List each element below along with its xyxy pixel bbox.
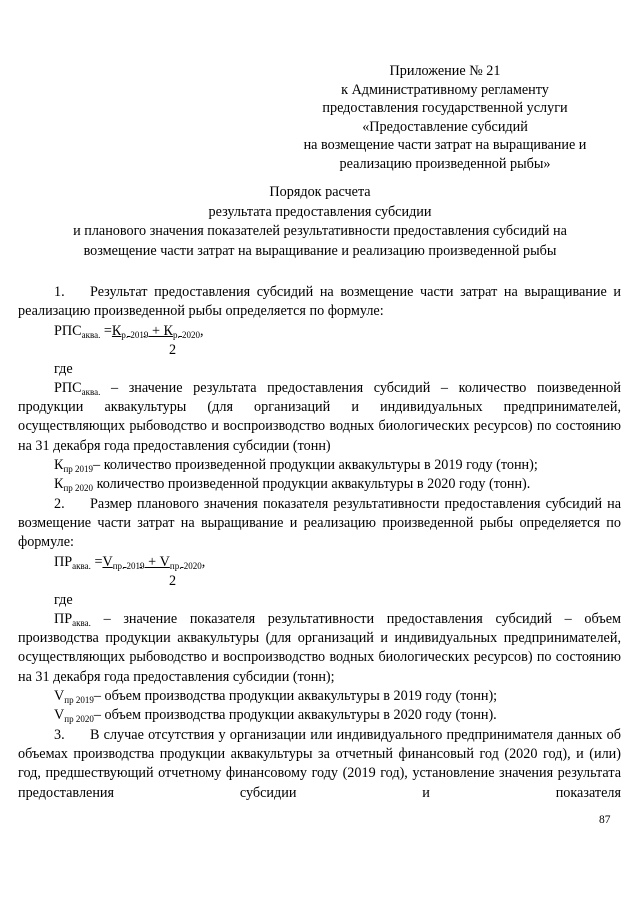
section-1-paragraph: [18, 283, 621, 322]
formula-2-denominator: 2: [169, 572, 177, 589]
definition: $V_{пр 2020}-$ объем производства продукции аквакультуры в 2020 году (тонн).: [54, 707, 497, 725]
title-line: результата предоставления субсидии: [208, 203, 432, 220]
annex-line: предоставления государственной услуги: [322, 100, 568, 117]
document-title: [20, 183, 620, 261]
annex-line: Приложение № 21: [389, 63, 501, 79]
section-2-paragraph: [18, 495, 621, 553]
annex-line: на возмещение части затрат на выращивание и: [303, 137, 587, 154]
annex-line: «Предоставление субсидий: [362, 118, 528, 135]
section-3-paragraph: [18, 726, 621, 803]
section-text: В случае отсутствия у организации или индивидуального предпринимателя данных об объемах производства продукции аквакультуры за отчетный финансовый год (2020 год), и (или) год, предшествующий отчетному финансовому году (2019 год), установление значения результата предоставления субсидии и показателя: [18, 726, 621, 801]
definition: $V_{пр 2019}-$ объем производства продукции аквакультуры в 2019 году (тонн);: [54, 688, 498, 706]
section-text: Размер планового значения показателя результативности предоставления субсидий на возмещение части затрат на выращивание и реализацию произведенной рыбы определяется по формуле:: [18, 495, 621, 551]
annex-line: реализацию произведенной рыбы»: [339, 155, 551, 172]
annex-line: к Административному регламенту: [341, 81, 549, 98]
definition: $К_{пр 2020}$ количество произведенной продукции аквакультуры в 2020 году (тонн).: [54, 476, 531, 494]
title-line: возмещение части затрат на выращивание и реализацию произведенной рыбы: [83, 242, 557, 259]
where-label: где: [54, 360, 73, 377]
section-number: 2.: [54, 495, 65, 512]
section-number: 1.: [54, 284, 65, 300]
definition: $К_{пр 2019}-$ количество произведенной продукции аквакультуры в 2019 году (тонн);: [54, 457, 538, 475]
page-number: 87: [599, 814, 611, 826]
where-label: где: [54, 591, 73, 608]
formula-2: $ПР_{аква.} =V_{пр. 2019} + V_{пр. 2020}$,: [54, 553, 206, 571]
definition: $ПР_{аква.}$ – значение показателя результативности предоставления субсидий – объем производства продукции аквакультуры (для организаций и индивидуальных предпринимателей, осуществляющих рыбоводство и воспроизводство водных биологических ресурсов) по состоянию на 31 декабря года предоставления субсидии (тонн);: [18, 610, 621, 685]
document-body: [18, 283, 621, 803]
formula-1-denominator: 2: [169, 341, 177, 358]
annex-header: [290, 62, 600, 174]
definition: $РПС_{аква.}$ – значение результата предоставления субсидий – количество поизведенной продукции аквакультуры (для организаций и индивидуальных предпринимателей, осуществляющих рыбоводство и воспроизводство водных биологических ресурсов) по состоянию на 31 декабря года предоставления субсидии (тонн): [18, 379, 621, 454]
section-number: 3.: [54, 726, 65, 743]
title-line: и планового значения показателей результативности предоставления субсидий на: [73, 223, 567, 240]
section-text: Результат предоставления субсидий на возмещение части затрат на выращивание и реализацию произведенной рыбы определяется по формуле:: [18, 284, 621, 320]
title-line: Порядок расчета: [269, 184, 371, 200]
formula-1-numerator: $К_{р. 2019} + К_{р. 2020}$: [111, 322, 200, 340]
formula-1: $РПС_{аква.} =К_{р. 2019} + К_{р. 2020}$,: [54, 322, 204, 340]
formula-2-numerator: $V_{пр. 2019} + V_{пр. 2020}$: [102, 553, 202, 571]
